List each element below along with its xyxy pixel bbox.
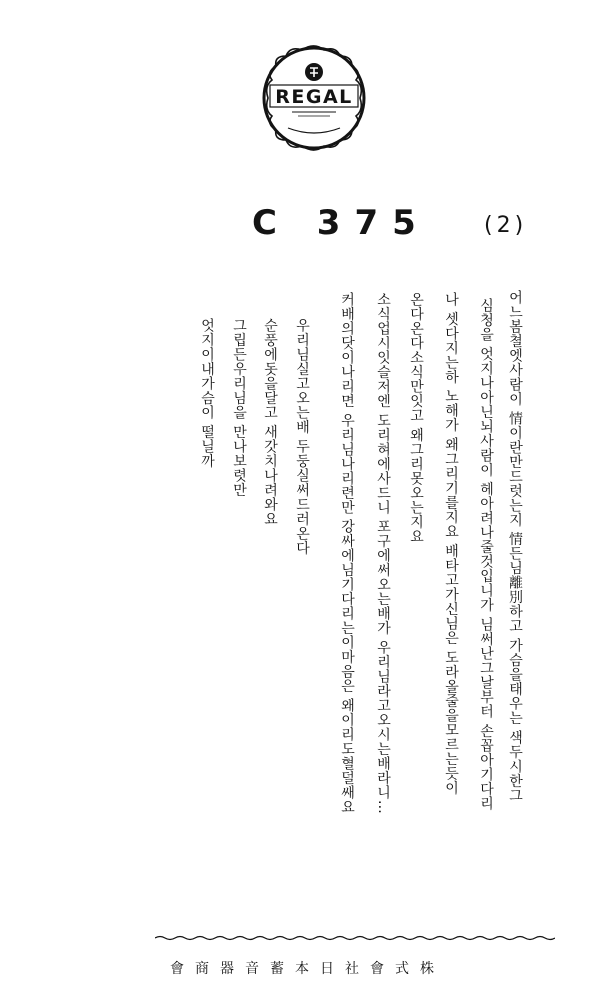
lyric-line: 엇지이내가슴이 떨닐까 (199, 318, 215, 468)
lyric-line: 어느봄쳘엣사람이 情이란만드럿는지 情든님離別하고 가슴을태우는 색두시한그 (507, 290, 523, 803)
page-number: (2) (484, 213, 528, 238)
divider-rule (155, 935, 555, 941)
logo-text: REGAL (275, 86, 353, 108)
publisher-text: 株式會社日本蓄音器商會 (170, 961, 445, 977)
lyric-line: 온다온다소식만잇고 왜그리못오는지요 (408, 292, 424, 544)
lyric-line: 나 셋다지는하 노해가 왜그리기를지요 배타고가신님은 도라올줄을모르는듯이 (443, 292, 459, 796)
publisher-name (170, 960, 445, 978)
regal-logo (258, 42, 370, 154)
lyric-line: 순풍에돗을달고 새갓치나려와요 (262, 318, 278, 526)
lyric-line: 커배의닷이나리면 우리님나리련만 강싸에님기다리는이마음은 왜이리도혈덜쌔요 (339, 292, 355, 815)
lyric-line: 심청을 엇지나아닌뇌사람이 헤아려나줄것입니가 님써난그날부터 손꼽아기다리 (478, 298, 494, 811)
record-code: C 375 (252, 203, 430, 243)
lyric-line: 그립든우리님을 만나보렷만 (231, 318, 247, 497)
lyric-line: 우리님실고오는배 두둥실써드러온다 (294, 318, 310, 555)
lyric-line: 소식업시잇슬저엔 도리혀에사드니 포구에써오는배가 우리님라고오시는배라니… (375, 292, 391, 815)
